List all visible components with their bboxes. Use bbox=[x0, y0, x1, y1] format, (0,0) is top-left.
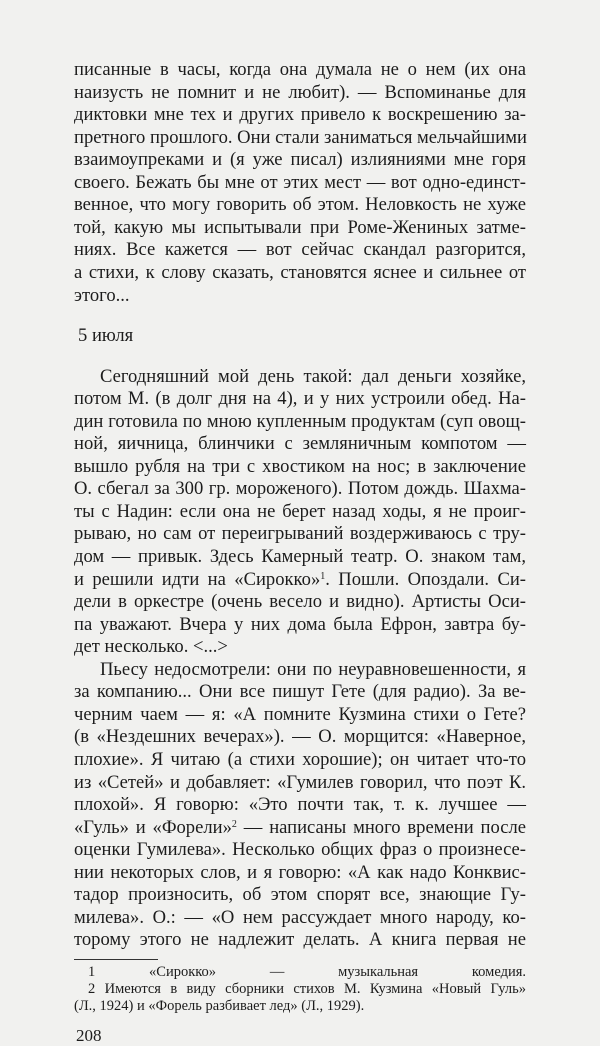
footnote: 1 «Сирокко» — музыкальная комедия. bbox=[88, 963, 526, 980]
text-segment: «Гуль» и «Форели» bbox=[74, 816, 232, 838]
text-segment: — написаны много времени после bbox=[236, 816, 526, 838]
text-line: венное, что могу говорить об этом. Неловкость не хуже bbox=[74, 194, 526, 216]
footnote: (Л., 1924) и «Форель разбивает лед» (Л., 1929). bbox=[74, 997, 365, 1014]
text-line: плохой». Я говорю: «Это почти так, т. к. лучшее — bbox=[74, 794, 526, 816]
text-line: потом М. (в долг дня на 4), и у них устроили обед. На- bbox=[74, 388, 526, 410]
text-line bbox=[74, 818, 526, 838]
text-line: О. сбегал за 300 гр. мороженого). Потом дождь. Шахма- bbox=[74, 478, 526, 500]
text-line: дин готовила по мною купленным продуктам (суп овощ- bbox=[74, 410, 526, 432]
text-line: ты с Надин: если она не берет назад ходы, я не проиг- bbox=[74, 500, 526, 522]
footnote-marker: 1 bbox=[320, 570, 326, 582]
text-line: а стихи, к слову сказать, становятся яснее и сильнее от bbox=[74, 261, 526, 283]
text-line: (в «Нездешних вечерах»). — О. морщится: «Наверное, bbox=[74, 726, 526, 748]
text-line: Пьесу недосмотрели: они по неуравновешенности, я bbox=[100, 658, 526, 680]
text-line: претного прошлого. Они стали заниматься мельчайшими bbox=[74, 126, 527, 148]
text-line: взаимоупреками и (я уже писал) излияниями мне горя bbox=[74, 149, 526, 171]
footnote: 2 Имеются в виду сборники стихов М. Кузмина «Новый Гуль» bbox=[88, 980, 526, 997]
text-line: тадор произносить, об этом спорят все, знающие Гу- bbox=[74, 884, 526, 906]
text-line: своего. Бежать бы мне от этих мест — вот одно-единст- bbox=[74, 171, 526, 193]
text-line: наизусть не помнит и не любит). — Вспоминанье для bbox=[74, 81, 526, 103]
text-line: писанные в часы, когда она думала не о нем (их она bbox=[74, 59, 526, 80]
text-line: дом — привык. Здесь Камерный театр. О. знаком там, bbox=[74, 546, 526, 567]
text-line: дели в оркестре (очень весело и видно). Артисты Оси- bbox=[74, 591, 526, 613]
text-line: Сегодняшний мой день такой: дал деньги хозяйке, bbox=[100, 365, 526, 387]
text-line: плохие». Я читаю (а стихи хорошие); он читает что-то bbox=[74, 748, 526, 770]
text-line: па уважают. Вчера у них дома была Ефрон, завтра бу- bbox=[74, 613, 526, 635]
text-line: нии некоторых слов, и я говорю: «А как надо Конквис- bbox=[74, 861, 526, 883]
text-line: ной, яичница, блинчики с земляничным компотом — bbox=[74, 433, 526, 455]
text-line: за компанию... Они все пишут Гете (для радио). За ве- bbox=[74, 681, 526, 703]
text-line: из «Сетей» и добавляет: «Гумилев говорил, что поэт К. bbox=[74, 771, 526, 793]
text-line bbox=[74, 570, 526, 590]
text-line: той, какую мы испытывали при Роме-Жениных затме- bbox=[74, 216, 526, 238]
text-line: ниях. Все кажется — вот сейчас скандал разгорится, bbox=[74, 239, 526, 261]
text-segment: и решили идти на «Сирокко» bbox=[74, 568, 321, 590]
text-line: торому этого не надлежит делать. А книга первая не bbox=[74, 929, 526, 951]
text-line: дет несколько. <...> bbox=[74, 636, 228, 658]
text-segment: . Пошли. Опоздали. Си- bbox=[325, 568, 526, 590]
text-line: рываю, но сам от переигрываний воздерживаюсь с тру- bbox=[74, 523, 526, 545]
text-line: вышло рубля на три с хвостиком на нос; в заключение bbox=[74, 455, 526, 477]
footnote-rule bbox=[74, 959, 158, 960]
text-line: этого... bbox=[74, 284, 130, 306]
text-line: диктовки мне тех и других привело к воскрешению за- bbox=[74, 104, 526, 126]
page-number: 208 bbox=[76, 1025, 102, 1045]
text-line: милева». О.: — «О нем рассуждает много народу, ко- bbox=[74, 906, 526, 928]
text-line: оценки Гумилева». Несколько общих фраз о произнесе- bbox=[74, 839, 526, 861]
date-heading: 5 июля bbox=[78, 325, 134, 347]
text-line: черним чаем — я: «А помните Кузмина стихи о Гете? bbox=[74, 703, 526, 725]
footnote-marker: 2 bbox=[231, 818, 237, 830]
